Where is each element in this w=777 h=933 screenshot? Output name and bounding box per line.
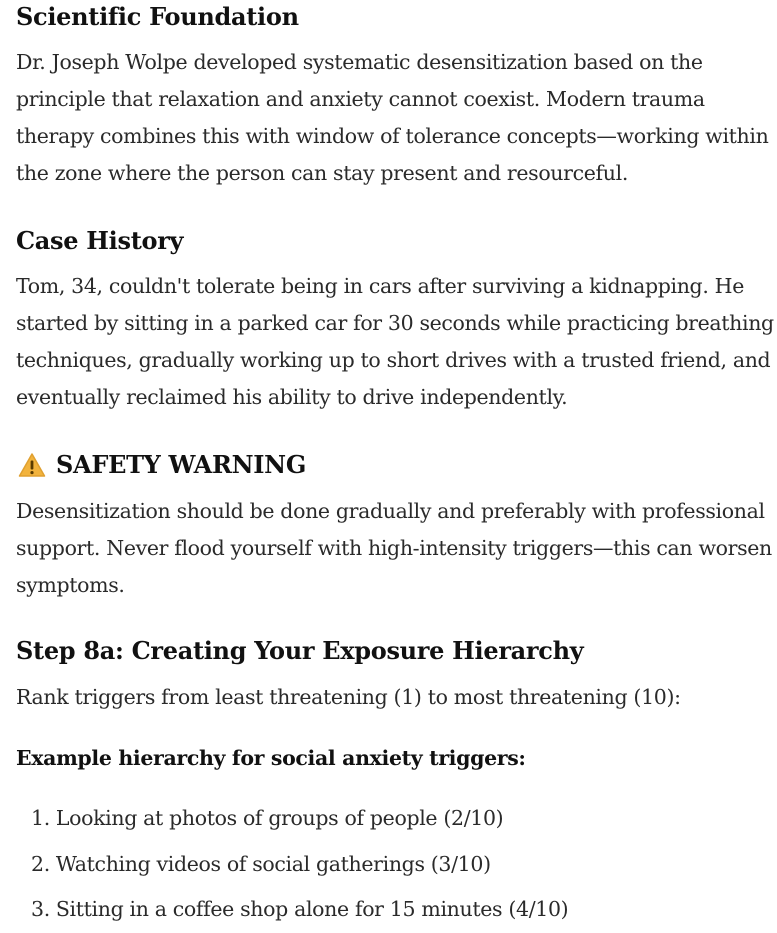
section-title-scientific-foundation: Scientific Foundation	[16, 2, 299, 31]
list-item-text: Looking at photos of groups of people (2/10)	[55, 806, 504, 830]
section-body-case-history: Tom, 34, couldn't tolerate being in cars after surviving a kidnapping. He started by sitting in a parked car for 30 seconds while practicing breathing techniques, gradually working up to short drives with a trusted friend, and eventually reclaimed his ability to drive independently.	[16, 274, 774, 409]
list-item-text: Watching videos of social gatherings (3/10)	[55, 851, 491, 876]
section-title-case-history: Case History	[16, 226, 184, 255]
list-item-text: Sitting in a coffee shop alone for 15 minutes (4/10)	[55, 897, 569, 921]
list-item-number: 2.	[31, 851, 50, 876]
example-hierarchy-heading: Example hierarchy for social anxiety triggers:	[16, 746, 526, 770]
safety-warning-heading	[18, 449, 306, 481]
list-item-number: 3.	[31, 897, 50, 921]
safety-warning-body: Desensitization should be done gradually and preferably with professional support. Never flood yourself with high-intensity triggers—this can worsen symptoms.	[16, 499, 772, 597]
safety-warning-title: SAFETY WARNING	[56, 450, 307, 479]
warning-icon	[18, 452, 46, 478]
list-item	[16, 842, 568, 888]
hierarchy-list	[16, 796, 568, 933]
list-item-number: 1.	[31, 806, 50, 830]
step-title: Step 8a: Creating Your Exposure Hierarchy	[16, 636, 584, 665]
list-item	[16, 887, 568, 933]
step-intro: Rank triggers from least threatening (1) to most threatening (10):	[16, 685, 681, 709]
list-item	[16, 796, 568, 842]
section-body-scientific-foundation: Dr. Joseph Wolpe developed systematic desensitization based on the principle that relaxation and anxiety cannot coexist. Modern trauma therapy combines this with window of tolerance concepts—working within the zone where the person can stay present and resourceful.	[16, 50, 769, 185]
